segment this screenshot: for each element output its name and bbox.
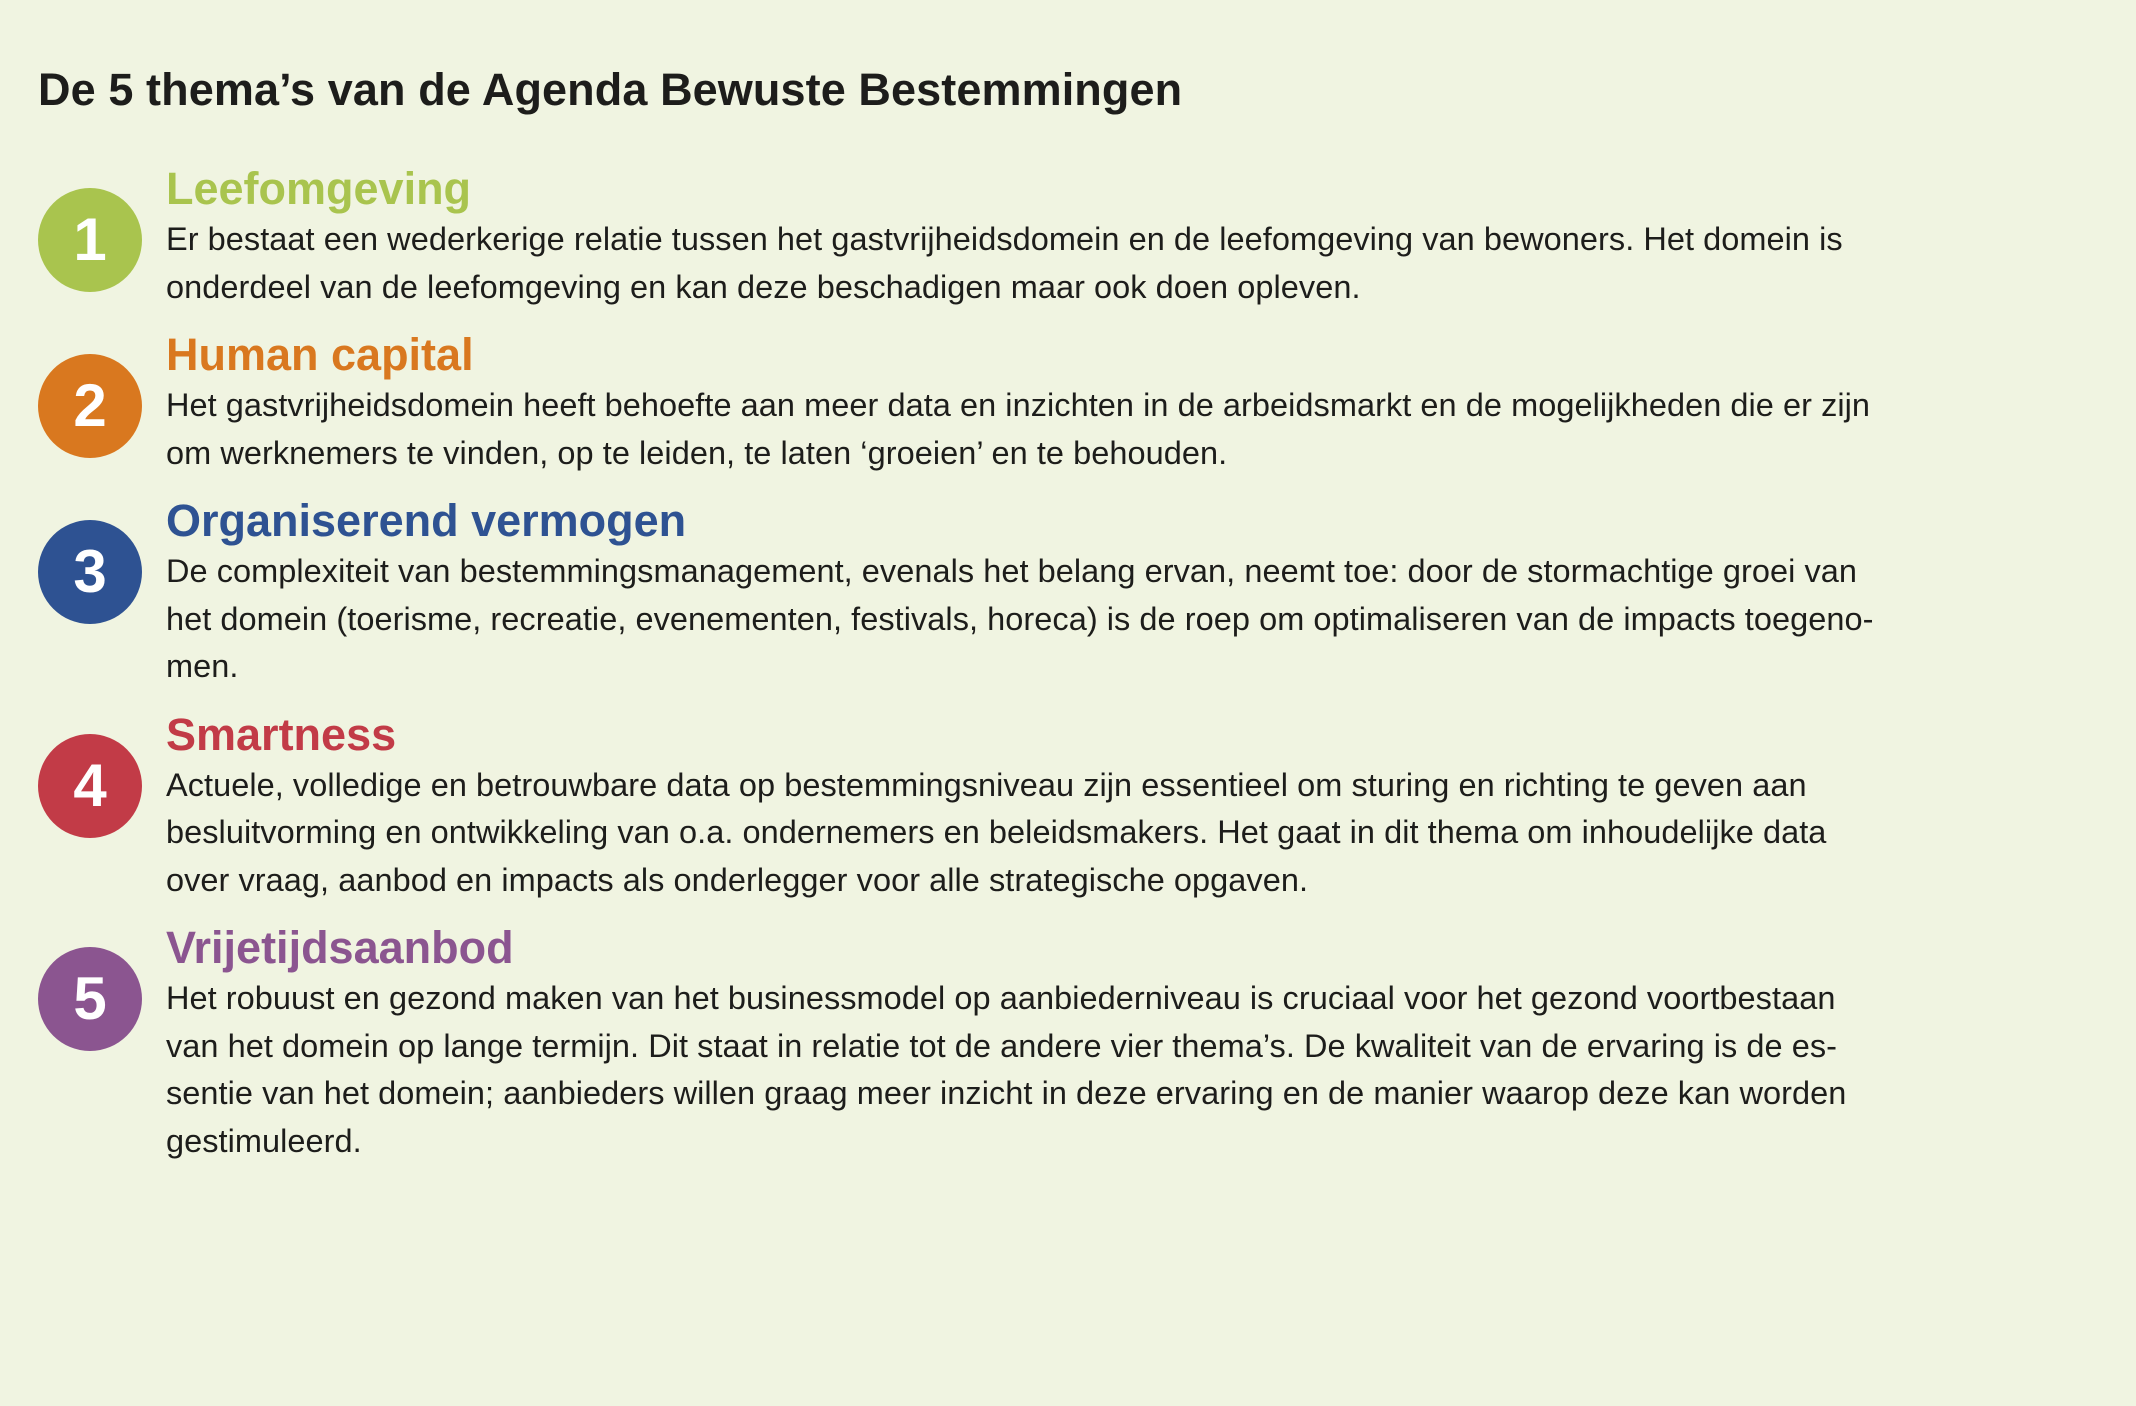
theme-item-5 (38, 922, 2096, 1165)
theme-item-4 (38, 708, 2096, 905)
theme-number-badge: 3 (38, 520, 142, 624)
theme-description: Actuele, volledige en betrouwbare data op bestemmingsniveau zijn essentieel om sturing en richting te geven aan besluitvorming en ontwikkeling van o.a. ondernemers en beleidsmakers. Het gaat in dit thema om inhoudelijke data over vraag, aanbod en impacts als onderlegger voor alle strategische opgaven. (166, 766, 1827, 898)
theme-description: Het gastvrijheidsdomein heeft behoefte aan meer data en inzichten in de arbeidsmarkt en de mogelijkheden die er zijn om werknemers te vinden, op te leiden, te laten ‘groeien’ en te behouden. (166, 387, 1871, 471)
theme-description: Het robuust en gezond maken van het businessmodel op aanbiederniveau is cruciaal voor het gezond voortbestaan van het domein op lange termijn. Dit staat in relatie tot de andere vier thema’s. De kwaliteit van de ervaring is de es- sentie van het domein; aanbieders willen graag meer inzicht in deze ervaring en de manier waarop deze kan worden gestimuleerd. (166, 980, 1847, 1159)
theme-description: Er bestaat een wederkerige relatie tussen het gastvrijheidsdomein en de leefomgeving van bewoners. Het domein is onderdeel van de leefomgeving en kan deze beschadigen maar ook doen opleven. (166, 221, 1843, 305)
theme-title: Smartness (166, 708, 397, 760)
theme-description: De complexiteit van bestemmingsmanagement, evenals het belang ervan, neemt toe: door de stormachtige groei van het domein (toerisme, recreatie, evenementen, festivals, horeca) is de roep om optimaliseren van de impacts toegeno- men. (166, 553, 1874, 684)
theme-number-badge: 2 (38, 354, 142, 458)
theme-title: Vrijetijdsaanbod (166, 922, 514, 973)
theme-title: Human capital (166, 329, 474, 380)
page-title: De 5 thema’s van de Agenda Bewuste Bestemmingen (38, 64, 1183, 115)
theme-list (38, 163, 2096, 1165)
theme-item-2 (38, 329, 2096, 477)
theme-number-badge: 4 (38, 734, 142, 838)
theme-number-badge: 5 (38, 947, 142, 1051)
theme-item-3 (38, 495, 2096, 691)
theme-title: Leefomgeving (166, 163, 472, 214)
theme-number-badge: 1 (38, 188, 142, 292)
theme-item-1 (38, 163, 2096, 311)
theme-title: Organiserend vermogen (166, 495, 687, 546)
